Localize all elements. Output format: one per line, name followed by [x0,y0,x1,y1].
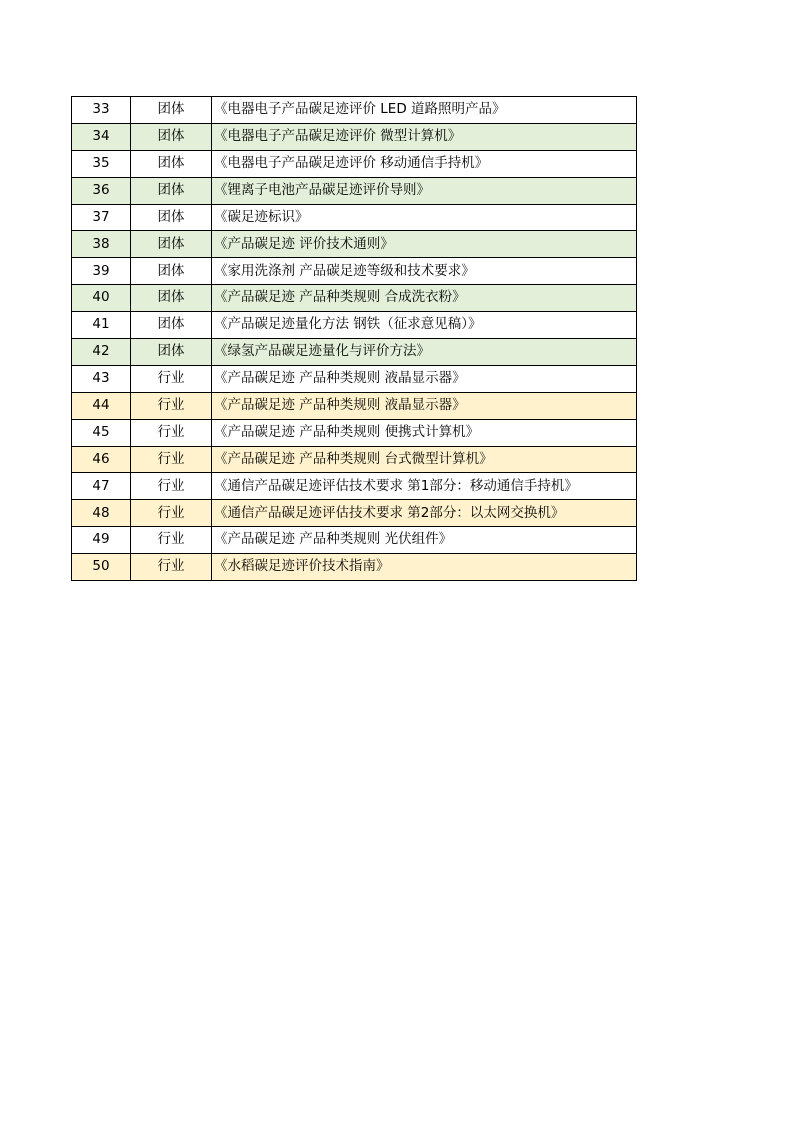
table-row [72,473,637,500]
standard-title-cell: 《电器电子产品碳足迹评价 微型计算机》 [212,123,637,150]
standard-type-cell: 团体 [131,258,212,285]
standard-type-cell: 团体 [131,204,212,231]
table-row [72,231,637,258]
standard-type-cell: 团体 [131,312,212,339]
row-number-cell: 43 [72,365,131,392]
table-row [72,365,637,392]
row-number-cell: 47 [72,473,131,500]
standard-type-cell: 团体 [131,339,212,366]
table-row [72,258,637,285]
standard-type-cell: 团体 [131,123,212,150]
table-row [72,177,637,204]
table-row [72,285,637,312]
row-number-cell: 50 [72,554,131,581]
standards-table-body [72,97,637,581]
row-number-cell: 33 [72,97,131,124]
standard-title-cell: 《通信产品碳足迹评估技术要求 第2部分：以太网交换机》 [212,500,637,527]
table-row [72,527,637,554]
table-row [72,392,637,419]
standard-type-cell: 行业 [131,392,212,419]
table-row [72,312,637,339]
table-row [72,500,637,527]
standard-type-cell: 行业 [131,473,212,500]
standard-title-cell: 《产品碳足迹 产品种类规则 台式微型计算机》 [212,446,637,473]
standard-title-cell: 《产品碳足迹 产品种类规则 液晶显示器》 [212,365,637,392]
standard-title-cell: 《锂离子电池产品碳足迹评价导则》 [212,177,637,204]
standard-title-cell: 《水稻碳足迹评价技术指南》 [212,554,637,581]
row-number-cell: 39 [72,258,131,285]
standard-title-cell: 《产品碳足迹 评价技术通则》 [212,231,637,258]
standard-type-cell: 团体 [131,231,212,258]
standard-title-cell: 《通信产品碳足迹评估技术要求 第1部分：移动通信手持机》 [212,473,637,500]
table-row [72,339,637,366]
standard-title-cell: 《产品碳足迹 产品种类规则 合成洗衣粉》 [212,285,637,312]
table-row [72,204,637,231]
table-row [72,446,637,473]
standard-type-cell: 行业 [131,419,212,446]
standard-type-cell: 行业 [131,500,212,527]
table-row [72,554,637,581]
standard-type-cell: 团体 [131,285,212,312]
row-number-cell: 40 [72,285,131,312]
standard-title-cell: 《产品碳足迹 产品种类规则 液晶显示器》 [212,392,637,419]
row-number-cell: 35 [72,150,131,177]
table-row [72,150,637,177]
standard-title-cell: 《家用洗涤剂 产品碳足迹等级和技术要求》 [212,258,637,285]
standard-title-cell: 《电器电子产品碳足迹评价 移动通信手持机》 [212,150,637,177]
table-row [72,419,637,446]
row-number-cell: 41 [72,312,131,339]
standard-type-cell: 行业 [131,446,212,473]
standard-type-cell: 行业 [131,365,212,392]
row-number-cell: 44 [72,392,131,419]
row-number-cell: 49 [72,527,131,554]
standard-type-cell: 团体 [131,177,212,204]
row-number-cell: 48 [72,500,131,527]
standard-type-cell: 行业 [131,554,212,581]
standard-type-cell: 团体 [131,97,212,124]
standard-type-cell: 行业 [131,527,212,554]
standards-table [71,96,637,581]
row-number-cell: 42 [72,339,131,366]
row-number-cell: 38 [72,231,131,258]
standard-title-cell: 《产品碳足迹 产品种类规则 光伏组件》 [212,527,637,554]
table-row [72,123,637,150]
table-row [72,97,637,124]
standard-type-cell: 团体 [131,150,212,177]
row-number-cell: 37 [72,204,131,231]
standard-title-cell: 《碳足迹标识》 [212,204,637,231]
row-number-cell: 46 [72,446,131,473]
row-number-cell: 45 [72,419,131,446]
row-number-cell: 36 [72,177,131,204]
row-number-cell: 34 [72,123,131,150]
standard-title-cell: 《产品碳足迹 产品种类规则 便携式计算机》 [212,419,637,446]
standard-title-cell: 《产品碳足迹量化方法 钢铁（征求意见稿）》 [212,312,637,339]
standard-title-cell: 《绿氢产品碳足迹量化与评价方法》 [212,339,637,366]
standard-title-cell: 《电器电子产品碳足迹评价 LED 道路照明产品》 [212,97,637,124]
